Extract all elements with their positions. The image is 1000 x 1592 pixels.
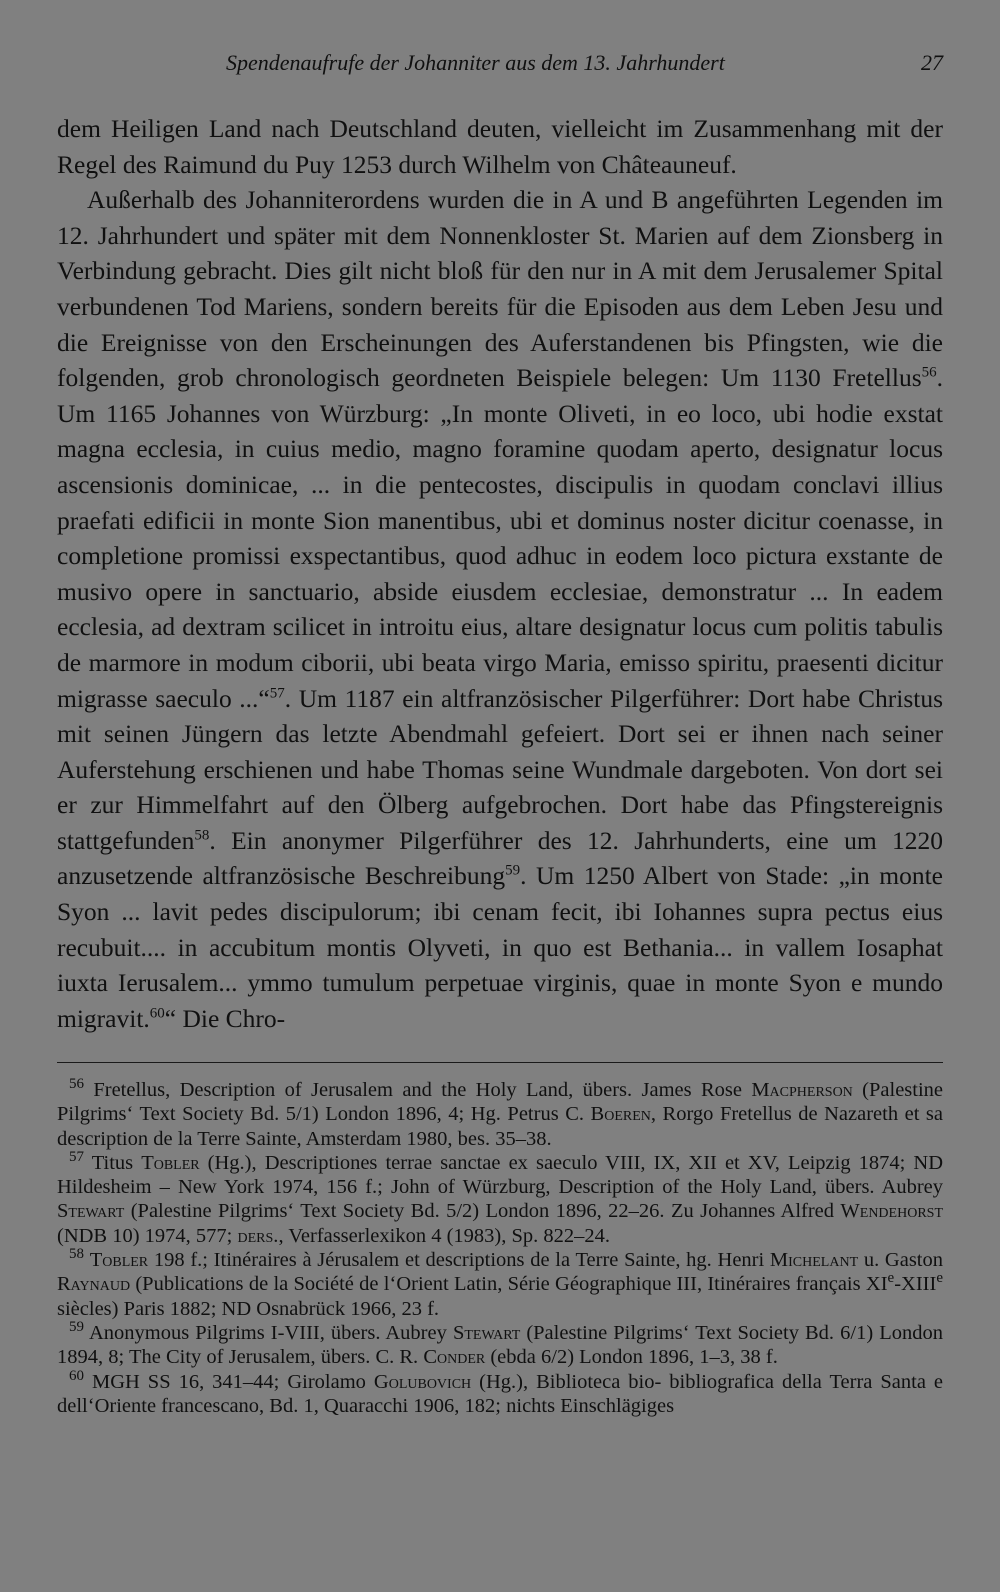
footnote-text: (Hg.), Descriptiones terrae sanctae ex saeculo VIII, IX, XII et XV, Leipzig 1874; ND Hildesheim – New York 1974, 156 f.; John of Würzburg, Description of the Holy Land, übers. Aubrey — [57, 1151, 943, 1199]
author-name: Tobler — [89, 1249, 149, 1272]
superscript: e — [887, 1270, 895, 1287]
text-segment: . Um 1165 Johannes von Würzburg: „In monte Oliveti, in eo loco, ubi hodie exstat magna ecclesia, in cuius medio, magno foramine quodam aperto, designatur locus ascensionis dominicae, ... in die pentecostes, discipulis in quodam conclavi illius praefati edificii in monte Sion manentibus, ubi et dominus noster dicitur coenasse, in completione promissi exspectantibus, quod adhuc in eodem loco pictura exstante de musivo opere in sanctuario, abside eiusdem ecclesiae, demonstratur ... In eadem ecclesia, ad dextram scilicet in introitu eius, altare designatur locus cum politis tabulis de marmore in modum ciborii, ubi beata virgo Maria, emisso spiritu, praesenti dicitur migrasse saeculo ...“ — [57, 363, 943, 713]
footnote-text: Anonymous Pilgrims I-VIII, übers. Aubrey — [88, 1321, 453, 1344]
footnote-text: 198 f.; Itinéraires à Jérusalem et descriptions de la Terre Sainte, hg. Henri — [148, 1249, 770, 1272]
footnote-text: siècles) Paris 1882; ND Osnabrück 1966, 23 f. — [57, 1297, 440, 1320]
superscript: e — [936, 1270, 943, 1287]
footnote-ref-57[interactable]: 57 — [269, 685, 285, 701]
footnote-56 — [57, 1078, 943, 1151]
main-text — [57, 111, 943, 1036]
footnote-number: 57 — [69, 1149, 84, 1166]
footnote-number: 58 — [69, 1246, 84, 1263]
text-segment: “ Die Chro- — [164, 1003, 286, 1033]
footnote-ref-56[interactable]: 56 — [921, 364, 937, 381]
footnote-text: MGH SS 16, 341–44; Girolamo — [91, 1370, 374, 1393]
footnote-ref-58[interactable]: 58 — [194, 827, 210, 844]
footnote-divider — [57, 1062, 943, 1063]
footnote-number: 56 — [69, 1076, 84, 1093]
footnote-number: 60 — [69, 1367, 84, 1384]
running-title: Spendenaufrufe der Johanniter aus dem 13. Jahrhundert — [226, 50, 725, 75]
footnote-text: (Publications de la Société de l‘Orient Latin, Série Géographique III, Itinéraires français XI — [130, 1273, 888, 1296]
footnote-60 — [57, 1367, 943, 1419]
footnote-ref-60[interactable]: 60 — [149, 1005, 165, 1022]
author-name: Stewart — [57, 1200, 125, 1223]
footnote-text: -XIII — [894, 1273, 937, 1296]
page-number: 27 — [921, 50, 943, 75]
footnote-58 — [57, 1248, 943, 1321]
text-segment: . Um 1250 Albert von Stade: „in monte Syon ... lavit pedes discipulorum; ibi cenam fecit, ibi Iohannes supra pectus eius recubuit.... in accubitum montis Olyveti, in quo est Bethania... in vallem Iosaphat iuxta Ierusalem... ymmo tumulum perpetuae virginis, quae in monte Syon e mundo migravit. — [57, 861, 943, 1033]
footnote-59 — [57, 1321, 943, 1370]
author-name: Michelant — [769, 1249, 859, 1272]
author-name: Conder — [423, 1346, 486, 1369]
footnote-text: , Rorgo Fretellus de Nazareth et sa description de la Terre Sainte, Amsterdam 1980, bes. 35–38. — [57, 1103, 944, 1150]
running-header — [57, 50, 943, 84]
footnote-text: Titus — [91, 1151, 142, 1174]
author-name: Boeren — [590, 1103, 651, 1126]
footnote-text: (Palestine Pilgrims‘ Text Society Bd. 5/1) London 1896, 4; Hg. Petrus C. — [57, 1079, 944, 1126]
author-name: Wendehorst — [840, 1200, 943, 1223]
footnote-text: (Palestine Pilgrims‘ Text Society Bd. 5/2) London 1896, 22–26. Zu Johannes Alfred — [124, 1200, 841, 1223]
text-segment: . Ein anonymer Pilgerführer des 12. Jahrhunderts, eine um 1220 anzusetzende altfranzösische Beschreibung — [57, 825, 943, 891]
footnotes — [57, 1078, 943, 1418]
footnote-text: (NDB 10) 1974, 577; — [57, 1224, 238, 1247]
footnote-text: Fretellus, Description of Jerusalem and the Holy Land, übers. James Rose — [93, 1079, 752, 1101]
footnote-ref-59[interactable]: 59 — [505, 862, 521, 879]
footnote-text: (Hg.), Biblioteca bio- bibliografica della Terra Santa e dell‘Oriente francescano, Bd. 1, Quaracchi 1906, 182; nichts Einschlägiges — [57, 1370, 943, 1417]
author-name: Tobler — [141, 1151, 200, 1174]
author-name: Stewart — [452, 1321, 521, 1344]
paragraph-2 — [57, 182, 943, 1036]
text-segment: Außerhalb des Johanniterordens wurden die in A und B angeführten Legenden im 12. Jahrhundert und später mit dem Nonnenkloster St. Marien auf dem Zionsberg in Verbindung gebracht. Dies gilt nicht bloß für den nur in A mit dem Jerusalemer Spital verbundenen Tod Mariens, sondern bereits für die Episoden aus dem Leben Jesu und die Ereignisse von den Erscheinungen des Auferstandenen bis Pfingsten, wie die folgenden, grob chronologisch geordneten Beispiele belegen: Um 1130 Fretellus — [57, 185, 943, 393]
footnote-57 — [57, 1151, 943, 1248]
author-name: Raynaud — [57, 1273, 131, 1296]
footnote-text: u. Gaston — [858, 1249, 943, 1272]
author-name: Golubovich — [373, 1370, 472, 1393]
footnote-text: (ebda 6/2) London 1896, 1–3, 38 f. — [485, 1346, 778, 1369]
text-segment: . Um 1187 ein altfranzösischer Pilgerführer: Dort habe Christus mit seinen Jüngern das letzte Abendmahl gefeiert. Dort sei er ihnen nach seiner Auferstehung erschienen und habe Thomas seine Wundmale dargeboten. Von dort sei er zur Himmelfahrt auf den Ölberg aufgebrochen. Dort habe das Pfingstereignis stattgefunden — [57, 683, 943, 855]
footnote-text: , Verfasserlexikon 4 (1983), Sp. 822–24. — [278, 1224, 611, 1247]
author-name: ders. — [237, 1224, 279, 1247]
footnote-number: 59 — [69, 1319, 84, 1336]
paragraph-1: dem Heiligen Land nach Deutschland deuten, vielleicht im Zusammenhang mit der Regel des Raimund du Puy 1253 durch Wilhelm von Châteauneuf. — [57, 114, 943, 179]
author-name: Macpherson — [751, 1079, 853, 1101]
footnote-text: (Palestine Pilgrims‘ Text Society Bd. 6/1) London 1894, 8; The City of Jerusalem, übers. C. R. — [57, 1321, 943, 1369]
